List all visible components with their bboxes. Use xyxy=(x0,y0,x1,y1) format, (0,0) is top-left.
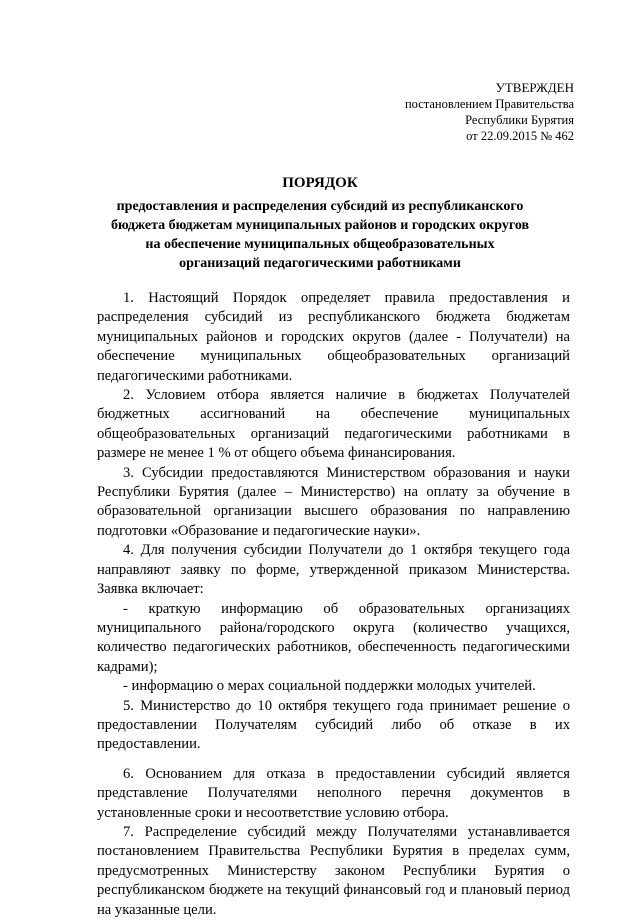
title-main: ПОРЯДОК xyxy=(282,175,358,191)
title-line: организаций педагогическими работниками xyxy=(179,256,461,271)
title-line: предоставления и распределения субсидий из республиканского xyxy=(116,199,524,214)
title-line: бюджета бюджетам муниципальных районов и городских округов xyxy=(110,218,530,233)
paragraph-1: 1. Настоящий Порядок определяет правила предоставления и распределения субсидий из республиканского бюджета бюджетам муниципальных районов и городских округов (далее - Получатели) на обеспечение муниципальных общеобразовательных организаций педагогическими работниками. xyxy=(97,290,570,384)
paragraph-5: 5. Министерство до 10 октября текущего года принимает решение о предоставлении Получателям субсидий либо об отказе в их предоставлении. xyxy=(97,697,570,753)
paragraph-6: 6. Основанием для отказа в предоставлении субсидий является представление Получателями неполного перечня документов в установленные сроки и несоответствие условию отбора. xyxy=(97,765,570,821)
list-item-info: - краткую информацию об образовательных организациях муниципального района/городского округа (количество учащихся, количество педагогических работников, обеспеченность педагогическими кадрами); xyxy=(97,600,570,675)
paragraph-2: 2. Условием отбора является наличие в бюджетах Получателей бюджетных ассигнований на обеспечение муниципальных общеобразовательных организаций педагогическими работниками в размере не менее 1 % от общего объема финансирования. xyxy=(97,387,570,462)
approval-line: Республики Бурятия xyxy=(465,113,574,127)
title-line: на обеспечение муниципальных общеобразовательных xyxy=(145,237,495,252)
paragraph-3: 3. Субсидии предоставляются Министерством образования и науки Республики Бурятия (далее – Министерство) на оплату за обучение в образовательной организации высшего образования по направлению подготовки «Образование и педагогические науки». xyxy=(97,464,570,539)
paragraph-7: 7. Распределение субсидий между Получателями устанавливается постановлением Правительства Республики Бурятия в пределах сумм, предусмотренных Министерству законом Республики Бурятия о республиканском бюджете на текущий финансовый год и плановый период на указанные цели. xyxy=(97,823,570,918)
paragraph-4: 4. Для получения субсидии Получатели до 1 октября текущего года направляют заявку по форме, утвержденной приказом Министерства. Заявка включает: xyxy=(97,542,570,598)
list-item-support: - информацию о мерах социальной поддержки молодых учителей. xyxy=(123,678,536,695)
approval-stamp xyxy=(405,80,574,144)
approval-heading: УТВЕРЖДЕН xyxy=(495,80,574,95)
document-body xyxy=(97,289,570,920)
approval-date: от 22.09.2015 № 462 xyxy=(466,129,574,143)
approval-line: постановлением Правительства xyxy=(404,97,574,111)
document-title xyxy=(80,173,560,273)
